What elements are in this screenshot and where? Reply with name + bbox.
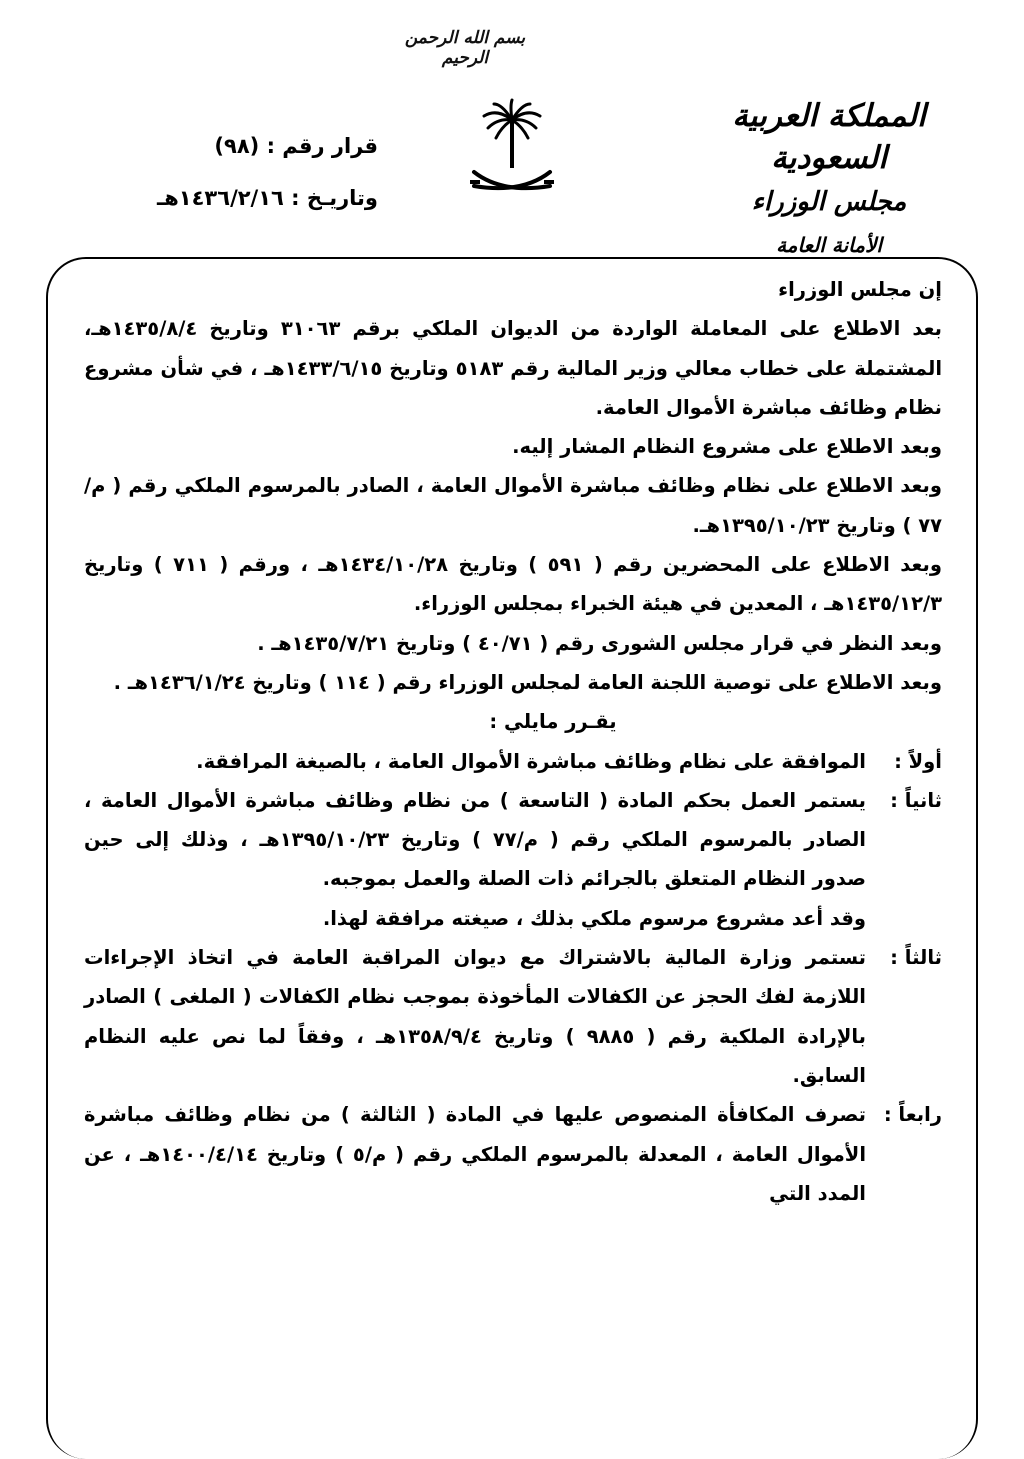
intro-line: إن مجلس الوزراء: [778, 278, 942, 301]
decision-body: [84, 270, 942, 1213]
clause-label: أولاً :: [894, 749, 942, 773]
letterhead-issuer: [684, 95, 974, 265]
decision-number: قرار رقم : (٩٨): [214, 134, 378, 158]
decision-date: وتاريـخ : ١٤٣٦/٢/١٦هـ: [157, 186, 378, 210]
preamble-paragraph: وبعد الاطلاع على المحضرين رقم ( ٥٩١ ) وتاريخ ١٤٣٤/١٠/٢٨هـ ، ورقم ( ٧١١ ) وتاريخ ١٤٣٥/١٢/٣هـ ، المعدين في هيئة الخبراء بمجلس الوزراء.: [84, 553, 942, 616]
clause-text: تصرف المكافأة المنصوص عليها في المادة ( الثالثة ) من نظام وظائف مباشرة الأموال العامة ، المعدلة بالمرسوم الملكي رقم ( م/٥ ) وتاريخ ١٤٠٠/٤/١٤هـ ، عن المدد التي: [84, 1103, 867, 1205]
clause-fourth: [84, 1095, 942, 1213]
clause-second: [84, 781, 942, 938]
general-secretariat: الأمانة العامة: [776, 233, 882, 257]
preamble-paragraph: بعد الاطلاع على المعاملة الواردة من الديوان الملكي برقم ٣١٠٦٣ وتاريخ ١٤٣٥/٨/٤هـ، المشتملة على خطاب معالي وزير المالية رقم ٥١٨٣ وتاريخ ١٤٣٣/٦/١٥هـ ، في شأن مشروع نظام وظائف مباشرة الأموال العامة.: [84, 317, 943, 419]
council-name: مجلس الوزراء: [751, 187, 907, 217]
decides-heading: يقـرر مايلي :: [489, 710, 617, 734]
clause-text: الموافقة على نظام وظائف مباشرة الأموال العامة ، بالصيغة المرافقة.: [196, 749, 866, 773]
preamble-paragraph: وبعد النظر في قرار مجلس الشورى رقم ( ٤٠/٧١ ) وتاريخ ١٤٣٥/٧/٢١هـ .: [257, 631, 942, 655]
kingdom-name: المملكة العربية السعودية: [732, 98, 926, 176]
clause-text: تستمر وزارة المالية بالاشتراك مع ديوان المراقبة العامة في اتخاذ الإجراءات اللازمة لفك الحجز عن الكفالات المأخوذة بموجب نظام الكفالات ( الملغى ) الصادر بالإرادة الملكية رقم ( ٩٨٨٥ ) وتاريخ ١٣٥٨/٩/٤هـ ، وفقاً لما نص عليه النظام السابق.: [84, 946, 866, 1087]
clause-label: رابعاً :: [883, 1103, 942, 1127]
decision-reference: [88, 120, 378, 224]
basmala: بسم الله الرحمن الرحيم: [404, 28, 526, 68]
clause-label: ثانياً :: [890, 788, 942, 812]
clause-text: يستمر العمل بحكم المادة ( التاسعة ) من نظام وظائف مباشرة الأموال العامة ، الصادر بالمرسوم الملكي رقم ( م/٧٧ ) وتاريخ ١٣٩٥/١٠/٢٣هـ ، وذلك إلى حين صدور النظام المتعلق بالجرائم ذات الصلة والعمل بموجبه.: [84, 788, 866, 891]
preamble-paragraph: وبعد الاطلاع على مشروع النظام المشار إليه.: [512, 435, 942, 459]
preamble-paragraph: وبعد الاطلاع على نظام وظائف مباشرة الأموال العامة ، الصادر بالمرسوم الملكي رقم ( م/٧٧ ) وتاريخ ١٣٩٥/١٠/٢٣هـ.: [84, 474, 942, 537]
clause-third: [84, 938, 942, 1095]
clause-text: وقد أعد مشروع مرسوم ملكي بذلك ، صيغته مرافقة لهذا.: [322, 906, 866, 930]
clause-first: [84, 742, 942, 781]
palm-swords-emblem-icon: [462, 98, 562, 208]
preamble-paragraph: وبعد الاطلاع على توصية اللجنة العامة لمجلس الوزراء رقم ( ١١٤ ) وتاريخ ١٤٣٦/١/٢٤هـ .: [113, 670, 942, 694]
clause-label: ثالثاً :: [890, 946, 942, 970]
